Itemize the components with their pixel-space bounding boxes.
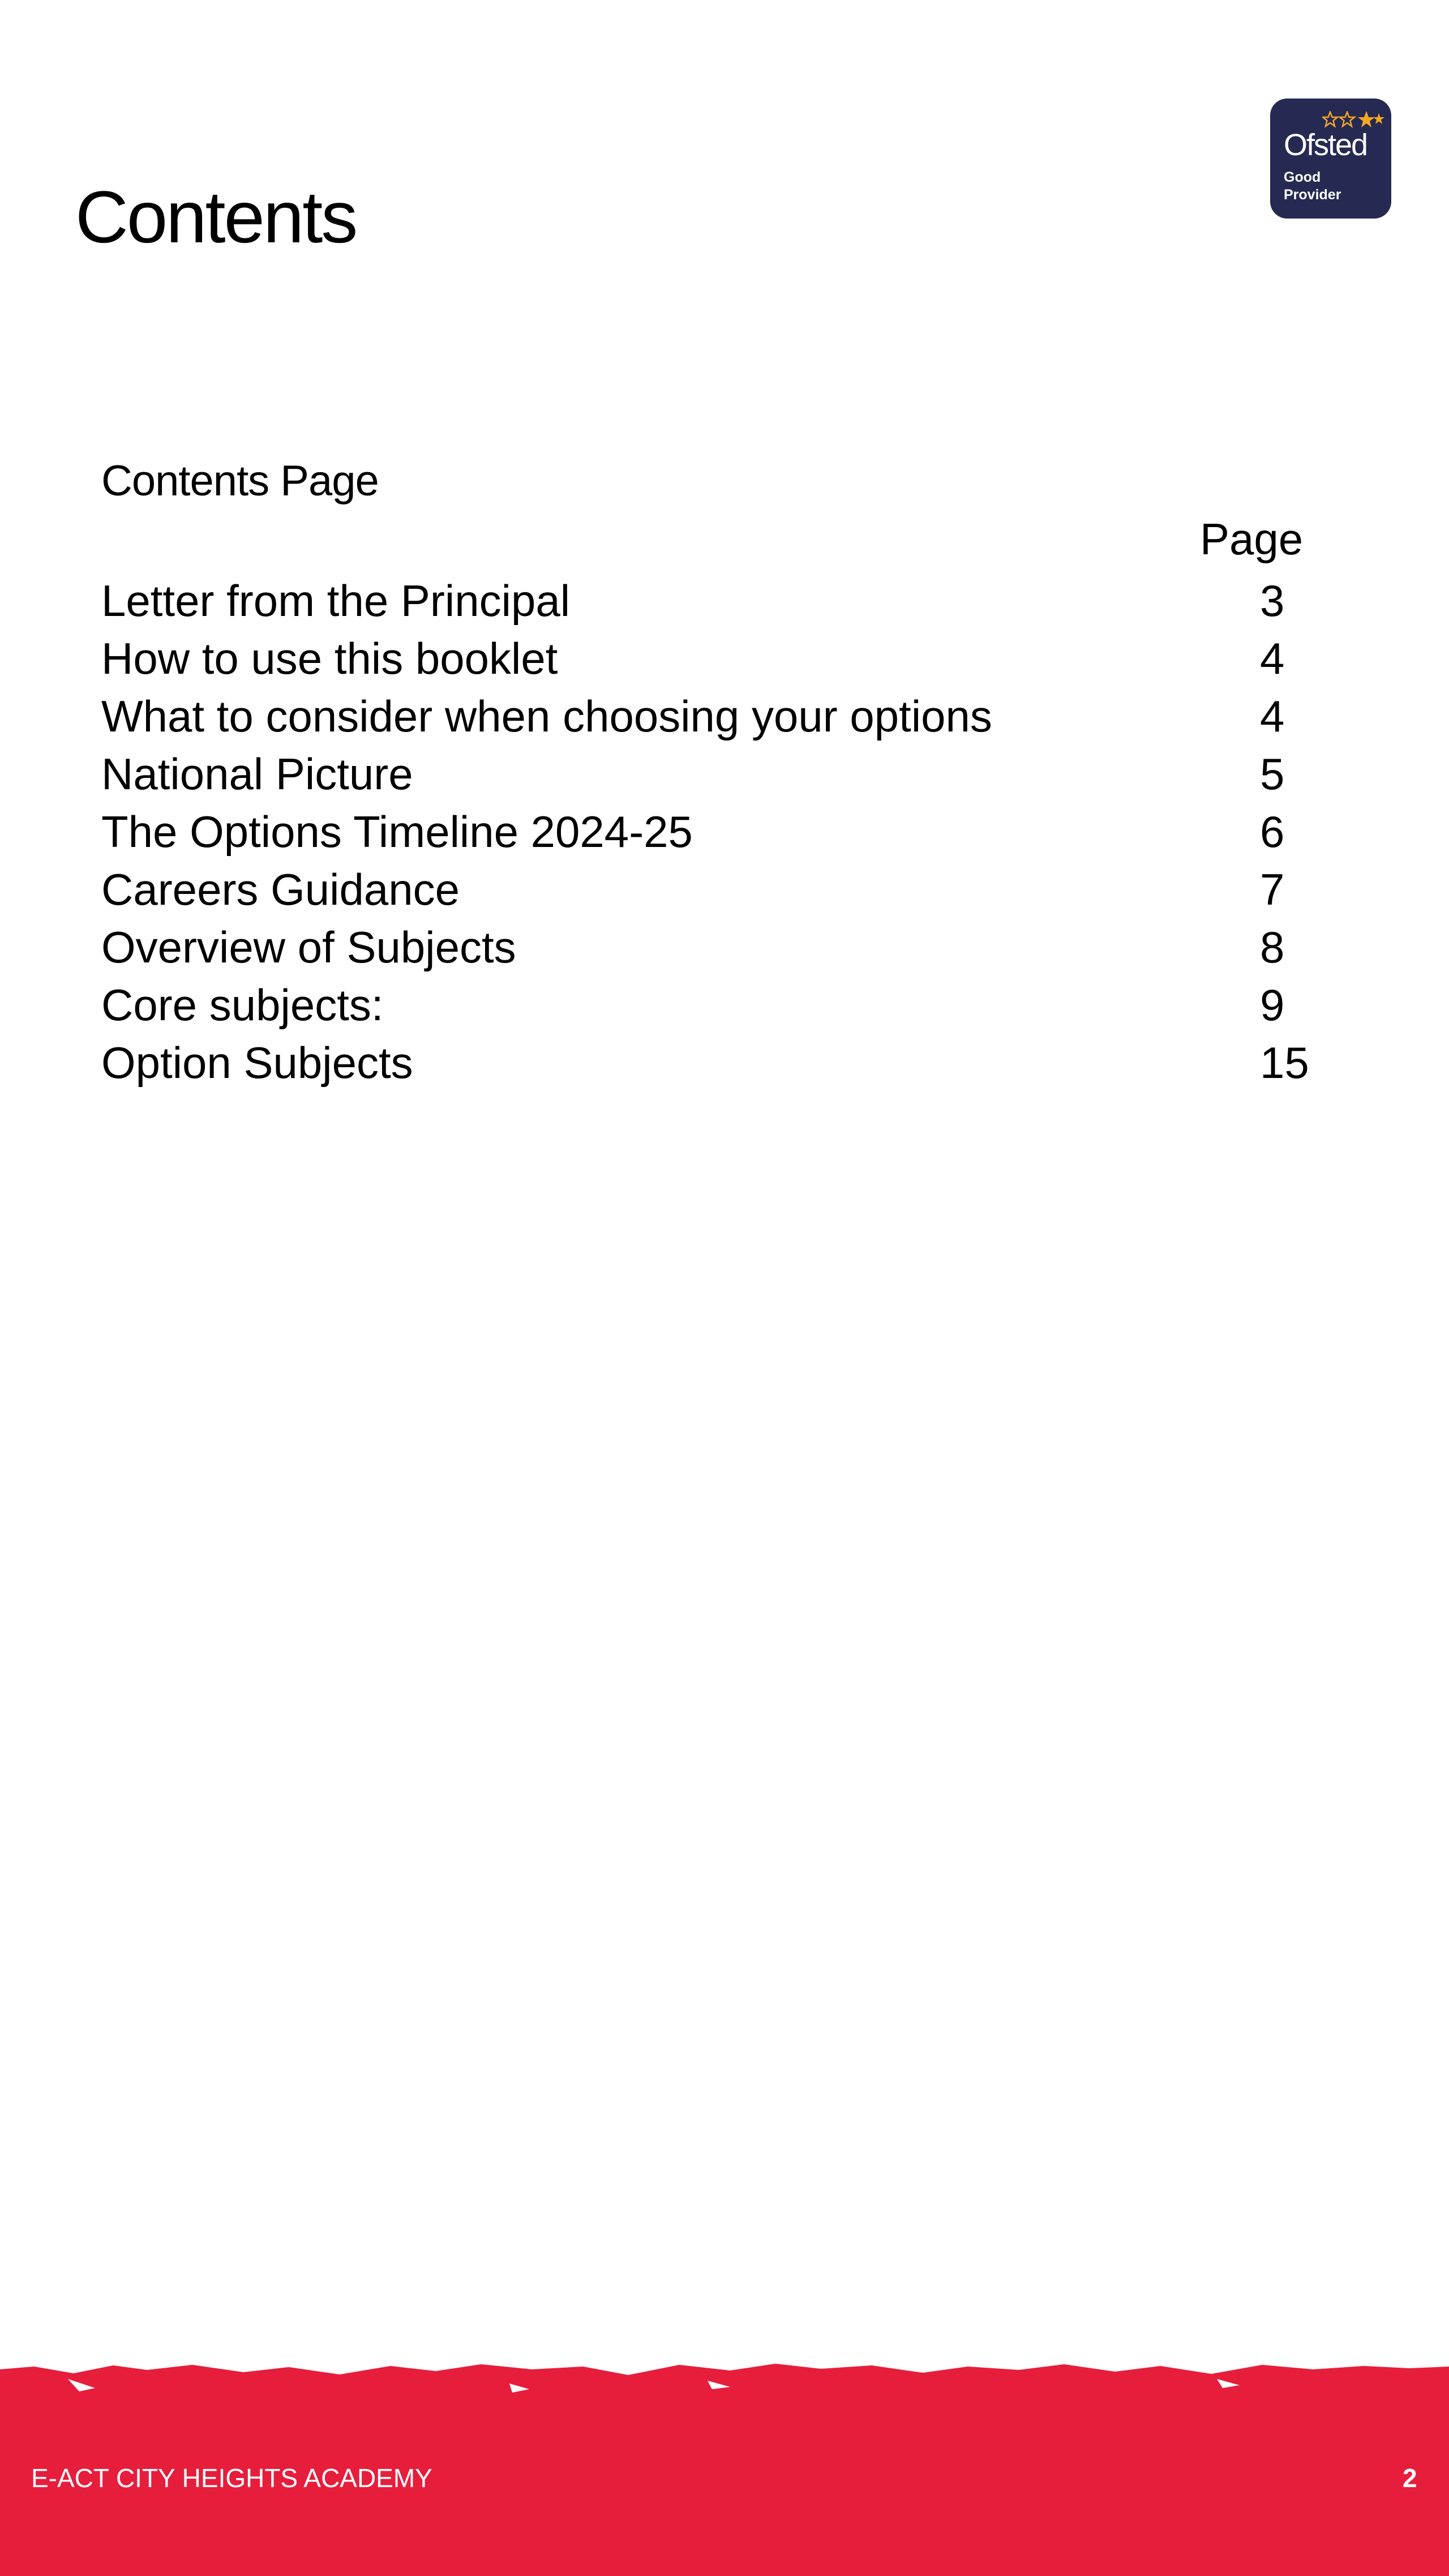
toc-entry-title: Careers Guidance [101, 865, 460, 914]
toc-entry-page: 8 [1260, 922, 1285, 972]
toc-entry-page: 7 [1260, 865, 1285, 914]
contents-heading: Contents Page [101, 457, 379, 505]
footer-school-name: E-ACT CITY HEIGHTS ACADEMY [31, 2463, 432, 2493]
toc-entry[interactable] [101, 976, 1313, 1034]
toc-entry-page: 6 [1260, 807, 1285, 857]
toc-entry-page: 4 [1260, 634, 1285, 683]
toc-entry[interactable] [101, 630, 1313, 687]
toc-entry-title: National Picture [101, 749, 413, 799]
toc-entry-title: The Options Timeline 2024-25 [101, 807, 693, 857]
page-title: Contents [75, 176, 357, 258]
ofsted-rating [1284, 169, 1341, 204]
toc-entry[interactable] [101, 745, 1313, 803]
toc-entry-title: What to consider when choosing your options [101, 691, 992, 741]
toc-entry-title: How to use this booklet [101, 634, 558, 683]
ofsted-wordmark: Ofsted [1284, 128, 1367, 162]
table-of-contents [101, 572, 1313, 1092]
ofsted-rating-line-1: Good [1284, 169, 1321, 185]
toc-entry[interactable] [101, 687, 1313, 745]
footer-page-number: 2 [1403, 2463, 1417, 2493]
ofsted-good-provider-badge [1270, 99, 1391, 219]
toc-entry-page: 9 [1260, 980, 1285, 1030]
toc-entry[interactable] [101, 918, 1313, 976]
footer-band [0, 2350, 1449, 2576]
stars-icon [1322, 111, 1386, 128]
toc-entry-title: Core subjects: [101, 980, 384, 1030]
toc-entry-page: 3 [1260, 576, 1285, 626]
toc-entry[interactable] [101, 572, 1313, 630]
toc-entry[interactable] [101, 1034, 1313, 1092]
ofsted-rating-line-2: Provider [1284, 187, 1341, 203]
toc-entry[interactable] [101, 861, 1313, 918]
toc-entry-page: 4 [1260, 691, 1285, 741]
toc-entry-page: 5 [1260, 749, 1285, 799]
toc-entry-title: Letter from the Principal [101, 576, 571, 626]
toc-entry-title: Overview of Subjects [101, 922, 516, 972]
toc-entry[interactable] [101, 803, 1313, 861]
toc-entry-page: 15 [1260, 1038, 1309, 1088]
toc-entry-title: Option Subjects [101, 1038, 413, 1088]
page-column-label: Page [1200, 514, 1304, 564]
